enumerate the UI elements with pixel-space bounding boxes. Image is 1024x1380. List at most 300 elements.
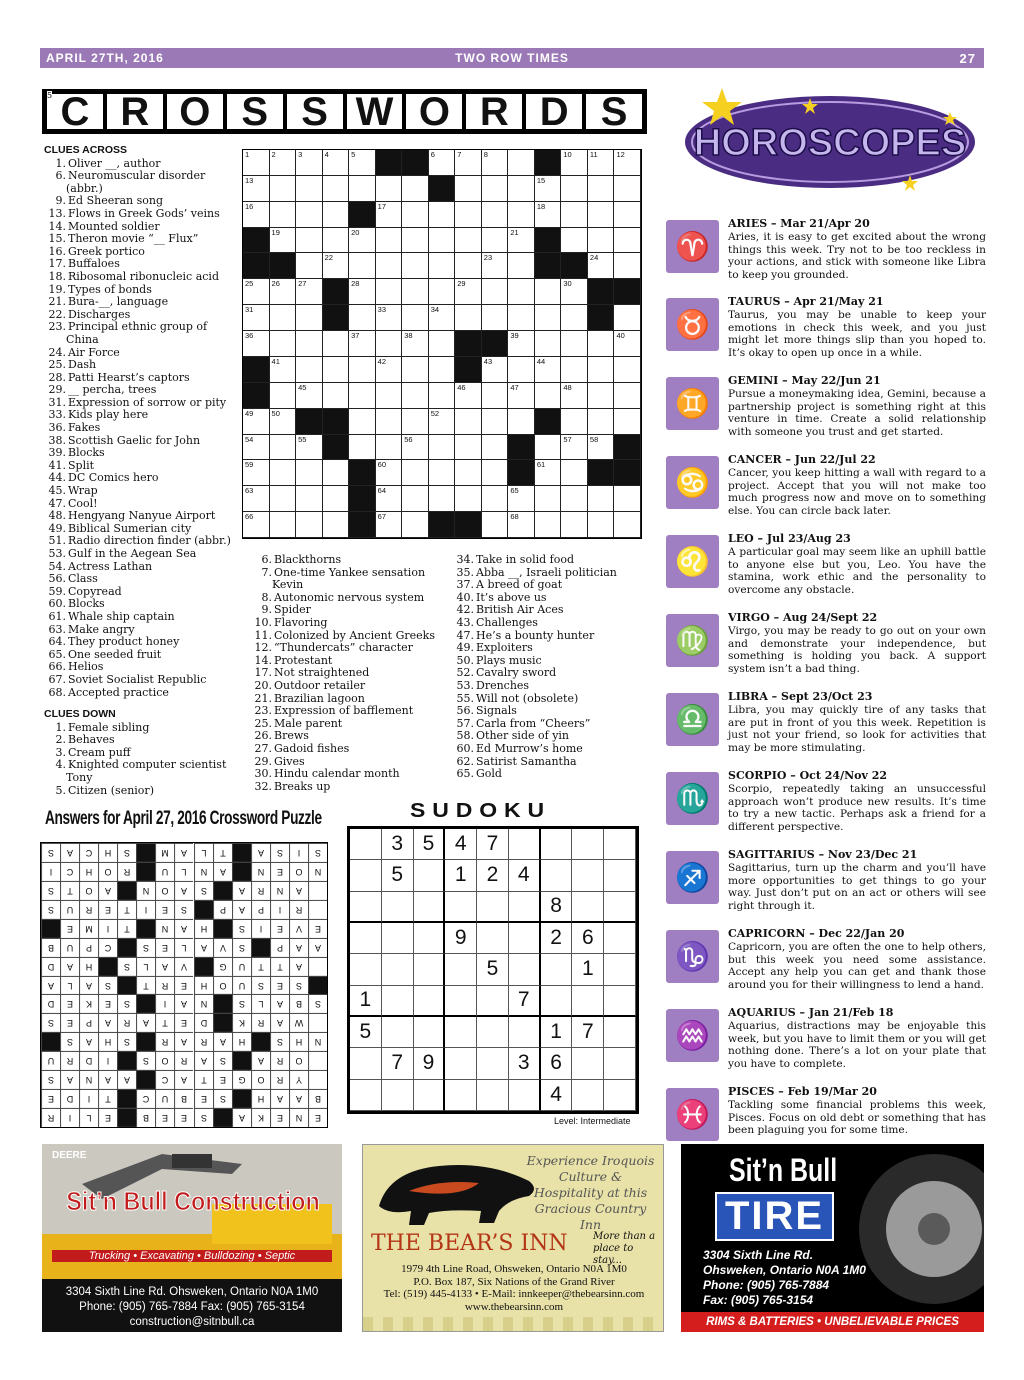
crossword-cell[interactable] <box>508 383 535 409</box>
crossword-cell[interactable] <box>508 512 535 538</box>
crossword-cell[interactable] <box>614 228 641 254</box>
crossword-cell[interactable] <box>535 383 562 409</box>
crossword-cell[interactable] <box>561 435 588 461</box>
crossword-cell[interactable] <box>376 202 403 228</box>
crossword-cell[interactable] <box>561 409 588 435</box>
crossword-cell[interactable] <box>561 202 588 228</box>
sudoku-cell[interactable]: 3 <box>509 1048 541 1079</box>
sudoku-cell[interactable]: 1 <box>541 1017 573 1048</box>
horoscope-text <box>728 218 986 282</box>
crossword-cell[interactable] <box>614 357 641 383</box>
crossword-cell[interactable] <box>561 305 588 331</box>
sudoku-cell[interactable]: 4 <box>445 829 477 860</box>
crossword-cell[interactable] <box>376 383 403 409</box>
sudoku-cell[interactable]: 1 <box>572 954 604 985</box>
sudoku-cell[interactable] <box>350 1048 382 1079</box>
crossword-cell[interactable] <box>508 305 535 331</box>
crossword-cell[interactable] <box>376 228 403 254</box>
sudoku-cell[interactable] <box>414 1017 446 1048</box>
crossword-cell[interactable] <box>482 357 509 383</box>
sudoku-cell[interactable] <box>414 892 446 923</box>
sudoku-cell[interactable]: 7 <box>509 986 541 1017</box>
sudoku-cell[interactable]: 7 <box>572 1017 604 1048</box>
crossword-cell[interactable] <box>429 331 456 357</box>
bears-inn-contact[interactable]: Tel: (519) 445-4133 • E-Mail: innkeeper@thebearsinn.com <box>383 1288 645 1300</box>
sudoku-cell[interactable] <box>445 954 477 985</box>
crossword-cell[interactable] <box>296 150 323 176</box>
gemini-icon: ♊ <box>666 377 719 430</box>
crossword-cell[interactable] <box>588 486 615 512</box>
crossword-cell[interactable] <box>429 279 456 305</box>
crossword-cell[interactable] <box>349 357 376 383</box>
clue-number: 8 <box>483 150 488 159</box>
crossword-cell[interactable] <box>482 228 509 254</box>
sudoku-cell[interactable] <box>414 860 446 891</box>
answer-cell: T <box>117 919 136 938</box>
crossword-cell[interactable] <box>243 409 270 435</box>
crossword-cell[interactable] <box>614 305 641 331</box>
crossword-cell[interactable] <box>402 228 429 254</box>
crossword-cell[interactable] <box>455 486 482 512</box>
crossword-cell[interactable] <box>455 279 482 305</box>
crossword-cell[interactable] <box>588 512 615 538</box>
crossword-cell[interactable] <box>323 486 350 512</box>
sudoku-cell[interactable] <box>604 1048 636 1079</box>
crossword-cell[interactable] <box>243 512 270 538</box>
crossword-cell[interactable] <box>588 409 615 435</box>
crossword-cell[interactable] <box>296 279 323 305</box>
sudoku-cell[interactable] <box>382 923 414 954</box>
crossword-cell[interactable] <box>482 383 509 409</box>
sudoku-cell[interactable] <box>350 923 382 954</box>
sudoku-cell[interactable] <box>445 1017 477 1048</box>
sudoku-cell[interactable]: 6 <box>541 1048 573 1079</box>
answer-cell: A <box>98 1013 117 1032</box>
crossword-cell[interactable] <box>455 228 482 254</box>
answer-cell: L <box>174 862 193 881</box>
crossword-cell[interactable] <box>429 409 456 435</box>
crossword-cell[interactable] <box>323 512 350 538</box>
crossword-cell[interactable] <box>376 305 403 331</box>
crossword-cell[interactable] <box>455 409 482 435</box>
sudoku-cell[interactable] <box>477 1048 509 1079</box>
crossword-cell[interactable] <box>296 383 323 409</box>
crossword-cell[interactable] <box>561 512 588 538</box>
crossword-cell[interactable] <box>455 460 482 486</box>
crossword-cell[interactable] <box>243 435 270 461</box>
sudoku-cell[interactable] <box>414 986 446 1017</box>
crossword-cell[interactable] <box>508 150 535 176</box>
crossword-cell[interactable] <box>402 435 429 461</box>
crossword-cell[interactable] <box>429 383 456 409</box>
sudoku-cell[interactable] <box>445 986 477 1017</box>
crossword-cell[interactable] <box>376 279 403 305</box>
crossword-cell[interactable] <box>349 150 376 176</box>
sudoku-cell[interactable] <box>382 892 414 923</box>
sudoku-cell[interactable]: 8 <box>541 892 573 923</box>
crossword-cell[interactable] <box>535 357 562 383</box>
crossword-cell[interactable] <box>349 176 376 202</box>
crossword-cell[interactable] <box>402 409 429 435</box>
crossword-cell[interactable] <box>323 383 350 409</box>
sudoku-cell[interactable]: 4 <box>509 860 541 891</box>
crossword-cell[interactable] <box>508 279 535 305</box>
sudoku-cell[interactable] <box>477 1080 509 1111</box>
sudoku-cell[interactable] <box>350 892 382 923</box>
crossword-cell[interactable] <box>455 383 482 409</box>
sudoku-cell[interactable] <box>509 1080 541 1111</box>
sudoku-cell[interactable] <box>350 954 382 985</box>
sudoku-cell[interactable] <box>604 829 636 860</box>
crossword-cell[interactable] <box>535 279 562 305</box>
crossword-cell[interactable] <box>561 279 588 305</box>
sudoku-cell[interactable] <box>604 1080 636 1111</box>
sitnbull-tire-ad[interactable] <box>681 1144 984 1332</box>
crossword-cell[interactable] <box>429 150 456 176</box>
answer-cell: S <box>98 976 117 995</box>
crossword-cell[interactable] <box>402 512 429 538</box>
crossword-cell[interactable] <box>349 279 376 305</box>
crossword-cell[interactable] <box>270 150 297 176</box>
crossword-cell[interactable] <box>455 305 482 331</box>
clue-text: Discharges <box>68 307 131 321</box>
crossword-cell[interactable] <box>429 357 456 383</box>
leo-icon: ♌ <box>666 535 719 588</box>
crossword-cell[interactable] <box>402 305 429 331</box>
sudoku-cell[interactable] <box>445 1048 477 1079</box>
sudoku-cell[interactable] <box>541 954 573 985</box>
crossword-cell[interactable] <box>614 150 641 176</box>
crossword-cell[interactable] <box>588 331 615 357</box>
crossword-cell[interactable] <box>508 176 535 202</box>
horoscope-sign: SCORPIO – Oct 24/Nov 22 <box>728 769 888 782</box>
bears-inn-website[interactable]: www.thebearsinn.com <box>464 1300 564 1313</box>
sudoku-cell[interactable] <box>604 923 636 954</box>
sudoku-cell[interactable]: 5 <box>382 860 414 891</box>
crossword-cell[interactable] <box>243 176 270 202</box>
crossword-cell[interactable] <box>588 383 615 409</box>
crossword-cell[interactable] <box>296 305 323 331</box>
crossword-cell[interactable] <box>402 202 429 228</box>
crossword-cell[interactable] <box>588 253 615 279</box>
crossword-cell[interactable] <box>455 176 482 202</box>
crossword-cell[interactable] <box>429 305 456 331</box>
crossword-cell[interactable] <box>402 486 429 512</box>
crossword-cell[interactable] <box>376 357 403 383</box>
sudoku-cell[interactable] <box>541 986 573 1017</box>
crossword-cell[interactable] <box>376 253 403 279</box>
crossword-cell[interactable] <box>482 486 509 512</box>
crossword-cell[interactable] <box>508 357 535 383</box>
crossword-cell[interactable] <box>561 383 588 409</box>
crossword-cell[interactable] <box>270 357 297 383</box>
answer-cell: P <box>270 938 289 957</box>
crossword-cell[interactable] <box>349 253 376 279</box>
sudoku-cell[interactable] <box>541 860 573 891</box>
crossword-cell[interactable] <box>270 512 297 538</box>
crossword-cell[interactable] <box>402 176 429 202</box>
crossword-cell[interactable] <box>614 331 641 357</box>
crossword-cell[interactable] <box>296 176 323 202</box>
crossword-cell[interactable] <box>243 486 270 512</box>
crossword-cell[interactable] <box>561 486 588 512</box>
crossword-cell[interactable] <box>402 357 429 383</box>
crossword-cell[interactable] <box>482 150 509 176</box>
crossword-cell[interactable] <box>455 150 482 176</box>
crossword-cell[interactable] <box>588 357 615 383</box>
crossword-cell[interactable] <box>349 331 376 357</box>
crossword-cell[interactable] <box>349 228 376 254</box>
answer-cell: L <box>251 994 270 1013</box>
crossword-cell[interactable] <box>535 435 562 461</box>
crossword-cell[interactable] <box>535 331 562 357</box>
sudoku-cell[interactable]: 9 <box>445 923 477 954</box>
crossword-cell[interactable] <box>614 512 641 538</box>
crossword-cell[interactable] <box>614 383 641 409</box>
sudoku-cell[interactable] <box>414 954 446 985</box>
crossword-cell[interactable] <box>508 331 535 357</box>
crossword-cell[interactable] <box>376 435 403 461</box>
construction-email[interactable]: construction@sitnbull.ca <box>129 1316 255 1328</box>
crossword-cell[interactable] <box>535 305 562 331</box>
crossword-cell[interactable] <box>349 383 376 409</box>
sudoku-cell[interactable] <box>572 860 604 891</box>
crossword-cell[interactable] <box>561 357 588 383</box>
crossword-cell[interactable] <box>296 512 323 538</box>
crossword-cell[interactable] <box>296 202 323 228</box>
sitnbull-construction-ad[interactable] <box>42 1144 342 1332</box>
crossword-cell[interactable] <box>323 253 350 279</box>
sudoku-cell[interactable]: 6 <box>572 923 604 954</box>
crossword-cell[interactable] <box>243 279 270 305</box>
crossword-cell[interactable] <box>323 460 350 486</box>
crossword-cell[interactable] <box>588 435 615 461</box>
clue-number: 18 <box>536 201 546 211</box>
crossword-cell[interactable] <box>323 357 350 383</box>
sudoku-cell[interactable] <box>350 860 382 891</box>
crossword-cell[interactable] <box>270 409 297 435</box>
crossword-cell[interactable] <box>508 228 535 254</box>
crossword-cell[interactable] <box>402 331 429 357</box>
sudoku-cell[interactable]: 9 <box>414 1048 446 1079</box>
sudoku-cell[interactable] <box>509 923 541 954</box>
crossword-cell[interactable] <box>561 150 588 176</box>
sudoku-cell[interactable] <box>604 1017 636 1048</box>
sudoku-cell[interactable] <box>509 892 541 923</box>
sudoku-cell[interactable]: 2 <box>541 923 573 954</box>
sudoku-cell[interactable] <box>477 1017 509 1048</box>
crossword-cell[interactable] <box>349 409 376 435</box>
crossword-cell[interactable] <box>614 409 641 435</box>
crossword-cell[interactable] <box>535 512 562 538</box>
crossword-cell[interactable] <box>243 331 270 357</box>
crossword-cell[interactable] <box>455 253 482 279</box>
black-square <box>194 957 213 976</box>
crossword-cell[interactable] <box>270 460 297 486</box>
crossword-cell[interactable] <box>296 435 323 461</box>
answer-cell: O <box>155 1051 174 1070</box>
sudoku-cell[interactable] <box>509 954 541 985</box>
crossword-cell[interactable] <box>402 279 429 305</box>
crossword-cell[interactable] <box>349 435 376 461</box>
crossword-cell[interactable] <box>561 460 588 486</box>
sudoku-cell[interactable]: 5 <box>477 954 509 985</box>
crossword-cell[interactable] <box>535 460 562 486</box>
crossword-cell[interactable] <box>323 228 350 254</box>
crossword-cell[interactable] <box>376 176 403 202</box>
crossword-cell[interactable] <box>561 331 588 357</box>
crossword-cell[interactable] <box>614 486 641 512</box>
crossword-cell[interactable] <box>588 176 615 202</box>
crossword-cell[interactable] <box>482 176 509 202</box>
crossword-cell[interactable] <box>243 305 270 331</box>
crossword-cell[interactable] <box>270 305 297 331</box>
crossword-cell[interactable] <box>270 279 297 305</box>
sudoku-cell[interactable] <box>604 892 636 923</box>
crossword-cell[interactable] <box>296 357 323 383</box>
sudoku-cell[interactable]: 4 <box>541 1080 573 1111</box>
crossword-cell[interactable] <box>482 512 509 538</box>
crossword-cell[interactable] <box>614 202 641 228</box>
crossword-cell[interactable] <box>376 512 403 538</box>
sudoku-cell[interactable] <box>604 986 636 1017</box>
crossword-cell[interactable] <box>270 228 297 254</box>
sudoku-cell[interactable]: 1 <box>350 986 382 1017</box>
crossword-cell[interactable] <box>561 176 588 202</box>
crossword-cell[interactable] <box>323 176 350 202</box>
crossword-cell[interactable] <box>270 202 297 228</box>
sudoku-cell[interactable] <box>572 1048 604 1079</box>
crossword-cell[interactable] <box>535 202 562 228</box>
answer-cell: S <box>117 957 136 976</box>
sudoku-cell[interactable] <box>382 954 414 985</box>
clue-number: 14. <box>254 653 272 667</box>
sudoku-cell[interactable] <box>382 1017 414 1048</box>
crossword-cell[interactable] <box>429 253 456 279</box>
crossword-cell[interactable] <box>482 305 509 331</box>
crossword-cell[interactable] <box>588 202 615 228</box>
crossword-cell[interactable] <box>482 279 509 305</box>
sudoku-cell[interactable] <box>604 954 636 985</box>
sudoku-cell[interactable] <box>350 1080 382 1111</box>
sudoku-cell[interactable]: 7 <box>477 829 509 860</box>
crossword-cell[interactable] <box>296 331 323 357</box>
crossword-cell[interactable] <box>270 176 297 202</box>
crossword-cell[interactable] <box>376 460 403 486</box>
sudoku-cell[interactable] <box>382 986 414 1017</box>
sudoku-cell[interactable]: 1 <box>445 860 477 891</box>
crossword-cell[interactable] <box>402 460 429 486</box>
clue-text: Fakes <box>68 421 101 435</box>
crossword-cell[interactable] <box>561 228 588 254</box>
crossword-cell[interactable] <box>455 202 482 228</box>
crossword-cell[interactable] <box>588 150 615 176</box>
crossword-cell[interactable] <box>296 228 323 254</box>
crossword-cell[interactable] <box>588 228 615 254</box>
crossword-cell[interactable] <box>270 383 297 409</box>
sudoku-cell[interactable]: 3 <box>382 829 414 860</box>
crossword-cell[interactable] <box>508 409 535 435</box>
crossword-cell[interactable] <box>455 435 482 461</box>
sudoku-cell[interactable] <box>477 892 509 923</box>
sudoku-cell[interactable] <box>414 923 446 954</box>
sudoku-cell[interactable] <box>477 986 509 1017</box>
clue-number: 11 <box>589 150 598 159</box>
crossword-cell[interactable] <box>349 305 376 331</box>
crossword-cell[interactable] <box>270 331 297 357</box>
crossword-cell[interactable] <box>508 253 535 279</box>
crossword-cell[interactable] <box>429 460 456 486</box>
crossword-cell[interactable] <box>614 176 641 202</box>
clue-text: Cavalry sword <box>476 666 557 680</box>
crossword-cell[interactable] <box>402 253 429 279</box>
sudoku-cell[interactable] <box>477 923 509 954</box>
sudoku-cell[interactable] <box>414 1080 446 1111</box>
sudoku-cell[interactable] <box>572 986 604 1017</box>
crossword-cell[interactable] <box>296 460 323 486</box>
sudoku-cell[interactable] <box>445 1080 477 1111</box>
sudoku-cell[interactable] <box>572 1080 604 1111</box>
sudoku-cell[interactable]: 5 <box>414 829 446 860</box>
crossword-cell[interactable] <box>429 486 456 512</box>
crossword-cell[interactable] <box>270 435 297 461</box>
crossword-cell[interactable] <box>482 435 509 461</box>
sudoku-cell[interactable]: 7 <box>382 1048 414 1079</box>
crossword-cell[interactable] <box>323 150 350 176</box>
crossword-cell[interactable] <box>482 409 509 435</box>
crossword-cell[interactable] <box>376 331 403 357</box>
crossword-cell[interactable] <box>243 202 270 228</box>
horoscope-body: A particular goal may seem like an uphill battle to anyone else but you, Leo. You have the stamina, work ethic and the personality to overcome any obstacle. <box>728 545 986 597</box>
crossword-cell[interactable] <box>508 486 535 512</box>
crossword-cell[interactable] <box>482 460 509 486</box>
sudoku-cell[interactable]: 5 <box>350 1017 382 1048</box>
crossword-cell[interactable] <box>402 383 429 409</box>
sudoku-cell[interactable] <box>572 829 604 860</box>
sudoku-cell[interactable] <box>541 829 573 860</box>
crossword-cell[interactable] <box>429 228 456 254</box>
crossword-cell[interactable] <box>482 202 509 228</box>
crossword-cell[interactable] <box>243 150 270 176</box>
crossword-cell[interactable] <box>614 253 641 279</box>
crossword-cell[interactable] <box>429 202 456 228</box>
crossword-cell[interactable] <box>429 435 456 461</box>
crossword-cell[interactable] <box>243 460 270 486</box>
sudoku-cell[interactable] <box>509 1017 541 1048</box>
crossword-cell[interactable] <box>323 331 350 357</box>
bears-inn-ad[interactable] <box>362 1144 664 1332</box>
sudoku-cell[interactable] <box>445 892 477 923</box>
clue-text: Wrap <box>68 484 98 498</box>
sudoku-cell[interactable] <box>350 829 382 860</box>
horoscope-text <box>728 454 986 518</box>
crossword-cell[interactable] <box>376 486 403 512</box>
crossword-cell[interactable] <box>376 409 403 435</box>
crossword-cell[interactable] <box>535 176 562 202</box>
sudoku-cell[interactable] <box>509 829 541 860</box>
crossword-cell[interactable] <box>296 486 323 512</box>
crossword-cell[interactable] <box>296 253 323 279</box>
sudoku-cell[interactable] <box>382 1080 414 1111</box>
crossword-cell[interactable] <box>270 486 297 512</box>
sudoku-cell[interactable]: 2 <box>477 860 509 891</box>
sudoku-cell[interactable] <box>572 892 604 923</box>
crossword-cell[interactable] <box>535 486 562 512</box>
sudoku-cell[interactable] <box>604 860 636 891</box>
crossword-cell[interactable] <box>508 202 535 228</box>
crossword-cell[interactable] <box>323 202 350 228</box>
crossword-cell[interactable] <box>482 253 509 279</box>
